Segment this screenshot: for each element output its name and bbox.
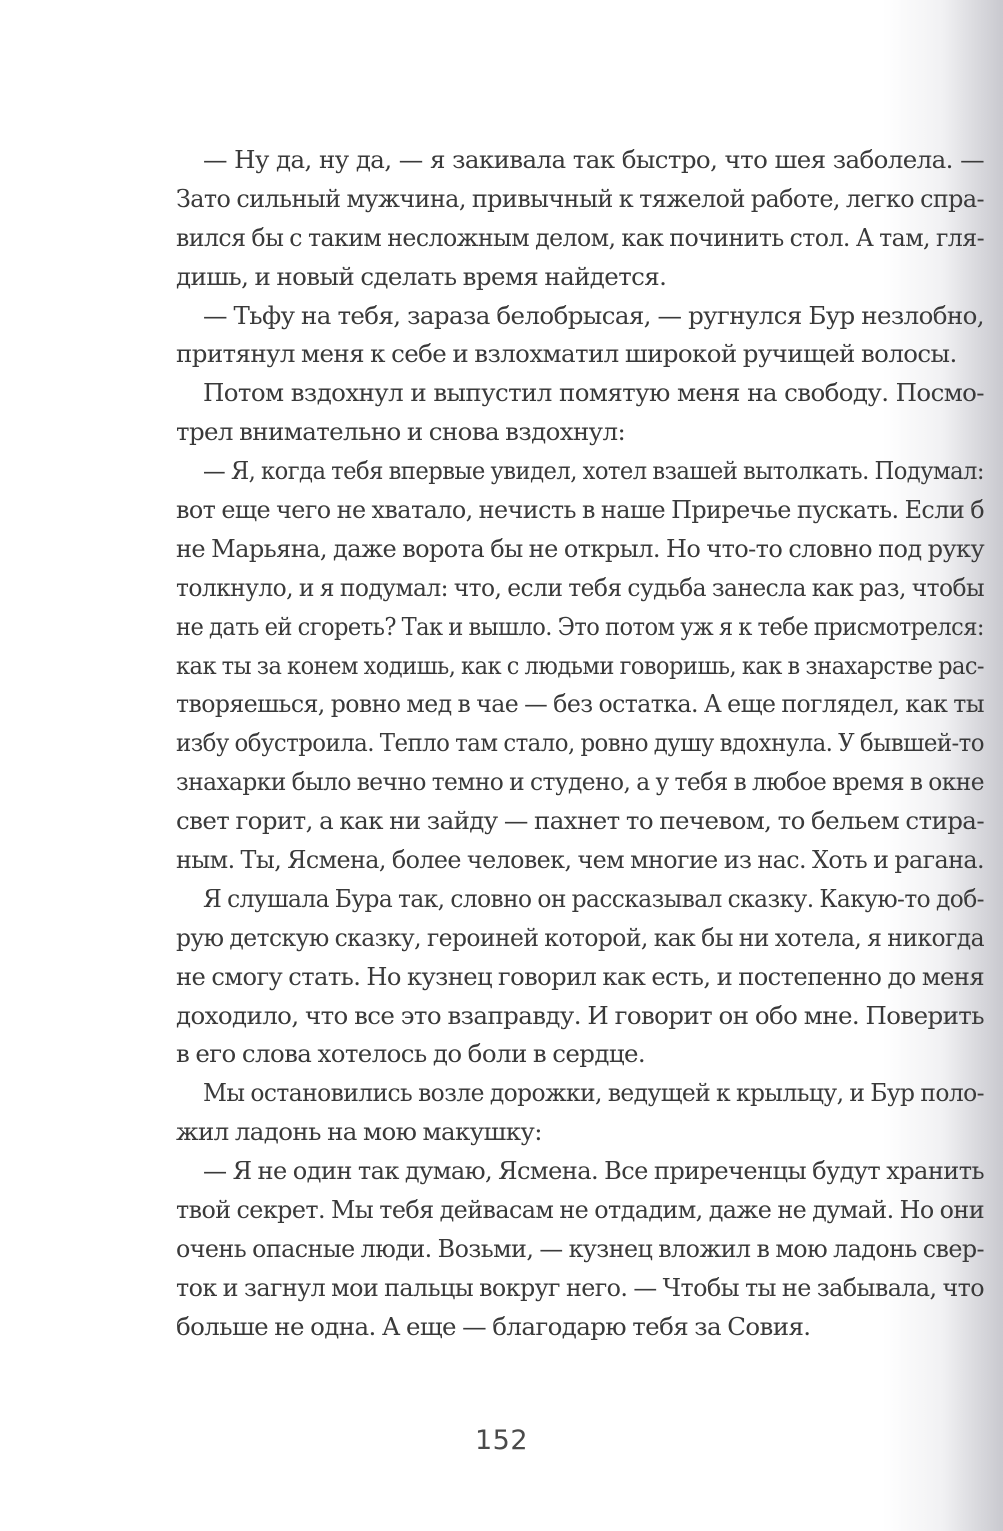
text-line: свет горит, а как ни зайду — пахнет то печевом, то бельем стира- (176, 806, 984, 836)
text-line: ным. Ты, Ясмена, более человек, чем многие из нас. Хоть и рагана. (176, 845, 984, 875)
text-line: не Марьяна, даже ворота бы не открыл. Но что-то словно под руку (176, 533, 984, 563)
text-line: Я слушала Бура так, словно он рассказывал сказку. Какую-то доб- (203, 883, 984, 913)
text-line: Мы остановились возле дорожки, ведущей к крыльцу, и Бур поло- (203, 1078, 984, 1108)
text-line: доходило, что все это взаправду. И говорит он обо мне. Поверить (176, 1000, 984, 1030)
page-number: 152 (474, 1425, 529, 1456)
text-line: не смогу стать. Но кузнец говорил как есть, и постепенно до меня (176, 961, 984, 991)
text-line: — Ну да, ну да, — я закивала так быстро, что шея заболела. — (203, 145, 984, 174)
text-line: трел внимательно и снова вздохнул: (176, 417, 626, 447)
text-line: Потом вздохнул и выпустил помятую меня на свободу. Посмо- (203, 378, 984, 408)
page-body-text (176, 141, 984, 1347)
text-line: — Я не один так думаю, Ясмена. Все приреченцы будут хранить (203, 1156, 984, 1186)
text-line: больше не одна. А еще — благодарю тебя за Совия. (176, 1311, 811, 1341)
text-line: в его слова хотелось до боли в сердце. (176, 1039, 646, 1069)
text-line: жил ладонь на мою макушку: (176, 1117, 542, 1147)
text-line: не дать ей сгореть? Так и вышло. Это потом уж я к тебе присмотрелся: (176, 611, 984, 641)
text-line: притянул меня к себе и взлохматил широкой ручищей волосы. (176, 339, 957, 369)
text-line: избу обустроила. Тепло там стало, ровно душу вдохнула. У бывшей-то (176, 728, 984, 758)
text-line: вился бы с таким несложным делом, как починить стол. А там, гля- (176, 222, 984, 252)
text-line: Зато сильный мужчина, привычный к тяжелой работе, легко спра- (176, 183, 984, 213)
text-line: рую детскую сказку, героиней которой, как бы ни хотела, я никогда (176, 922, 984, 952)
text-line: — Тьфу на тебя, зараза белобрысая, — ругнулся Бур незлобно, (203, 300, 984, 330)
text-line: очень опасные люди. Возьми, — кузнец вложил в мою ладонь свер- (176, 1233, 984, 1263)
text-line: ток и загнул мои пальцы вокруг него. — Чтобы ты не забывала, что (176, 1272, 984, 1302)
text-line: творяешься, ровно мед в чае — без остатка. А еще поглядел, как ты (176, 689, 984, 719)
text-line: толкнуло, и я подумал: что, если тебя судьба занесла как раз, чтобы (176, 572, 984, 602)
text-line: дишь, и новый сделать время найдется. (176, 261, 667, 291)
text-line: как ты за конем ходишь, как с людьми говоришь, как в знахарстве рас- (176, 650, 984, 680)
text-line: — Я, когда тебя впервые увидел, хотел взашей вытолкать. Подумал: (203, 456, 984, 486)
text-line: твой секрет. Мы тебя дейвасам не отдадим, даже не думай. Но они (176, 1195, 984, 1225)
text-line: знахарки было вечно темно и студено, а у тебя в любое время в окне (176, 767, 984, 797)
text-line: вот еще чего не хватало, нечисть в наше Приречье пускать. Если б (176, 495, 984, 525)
